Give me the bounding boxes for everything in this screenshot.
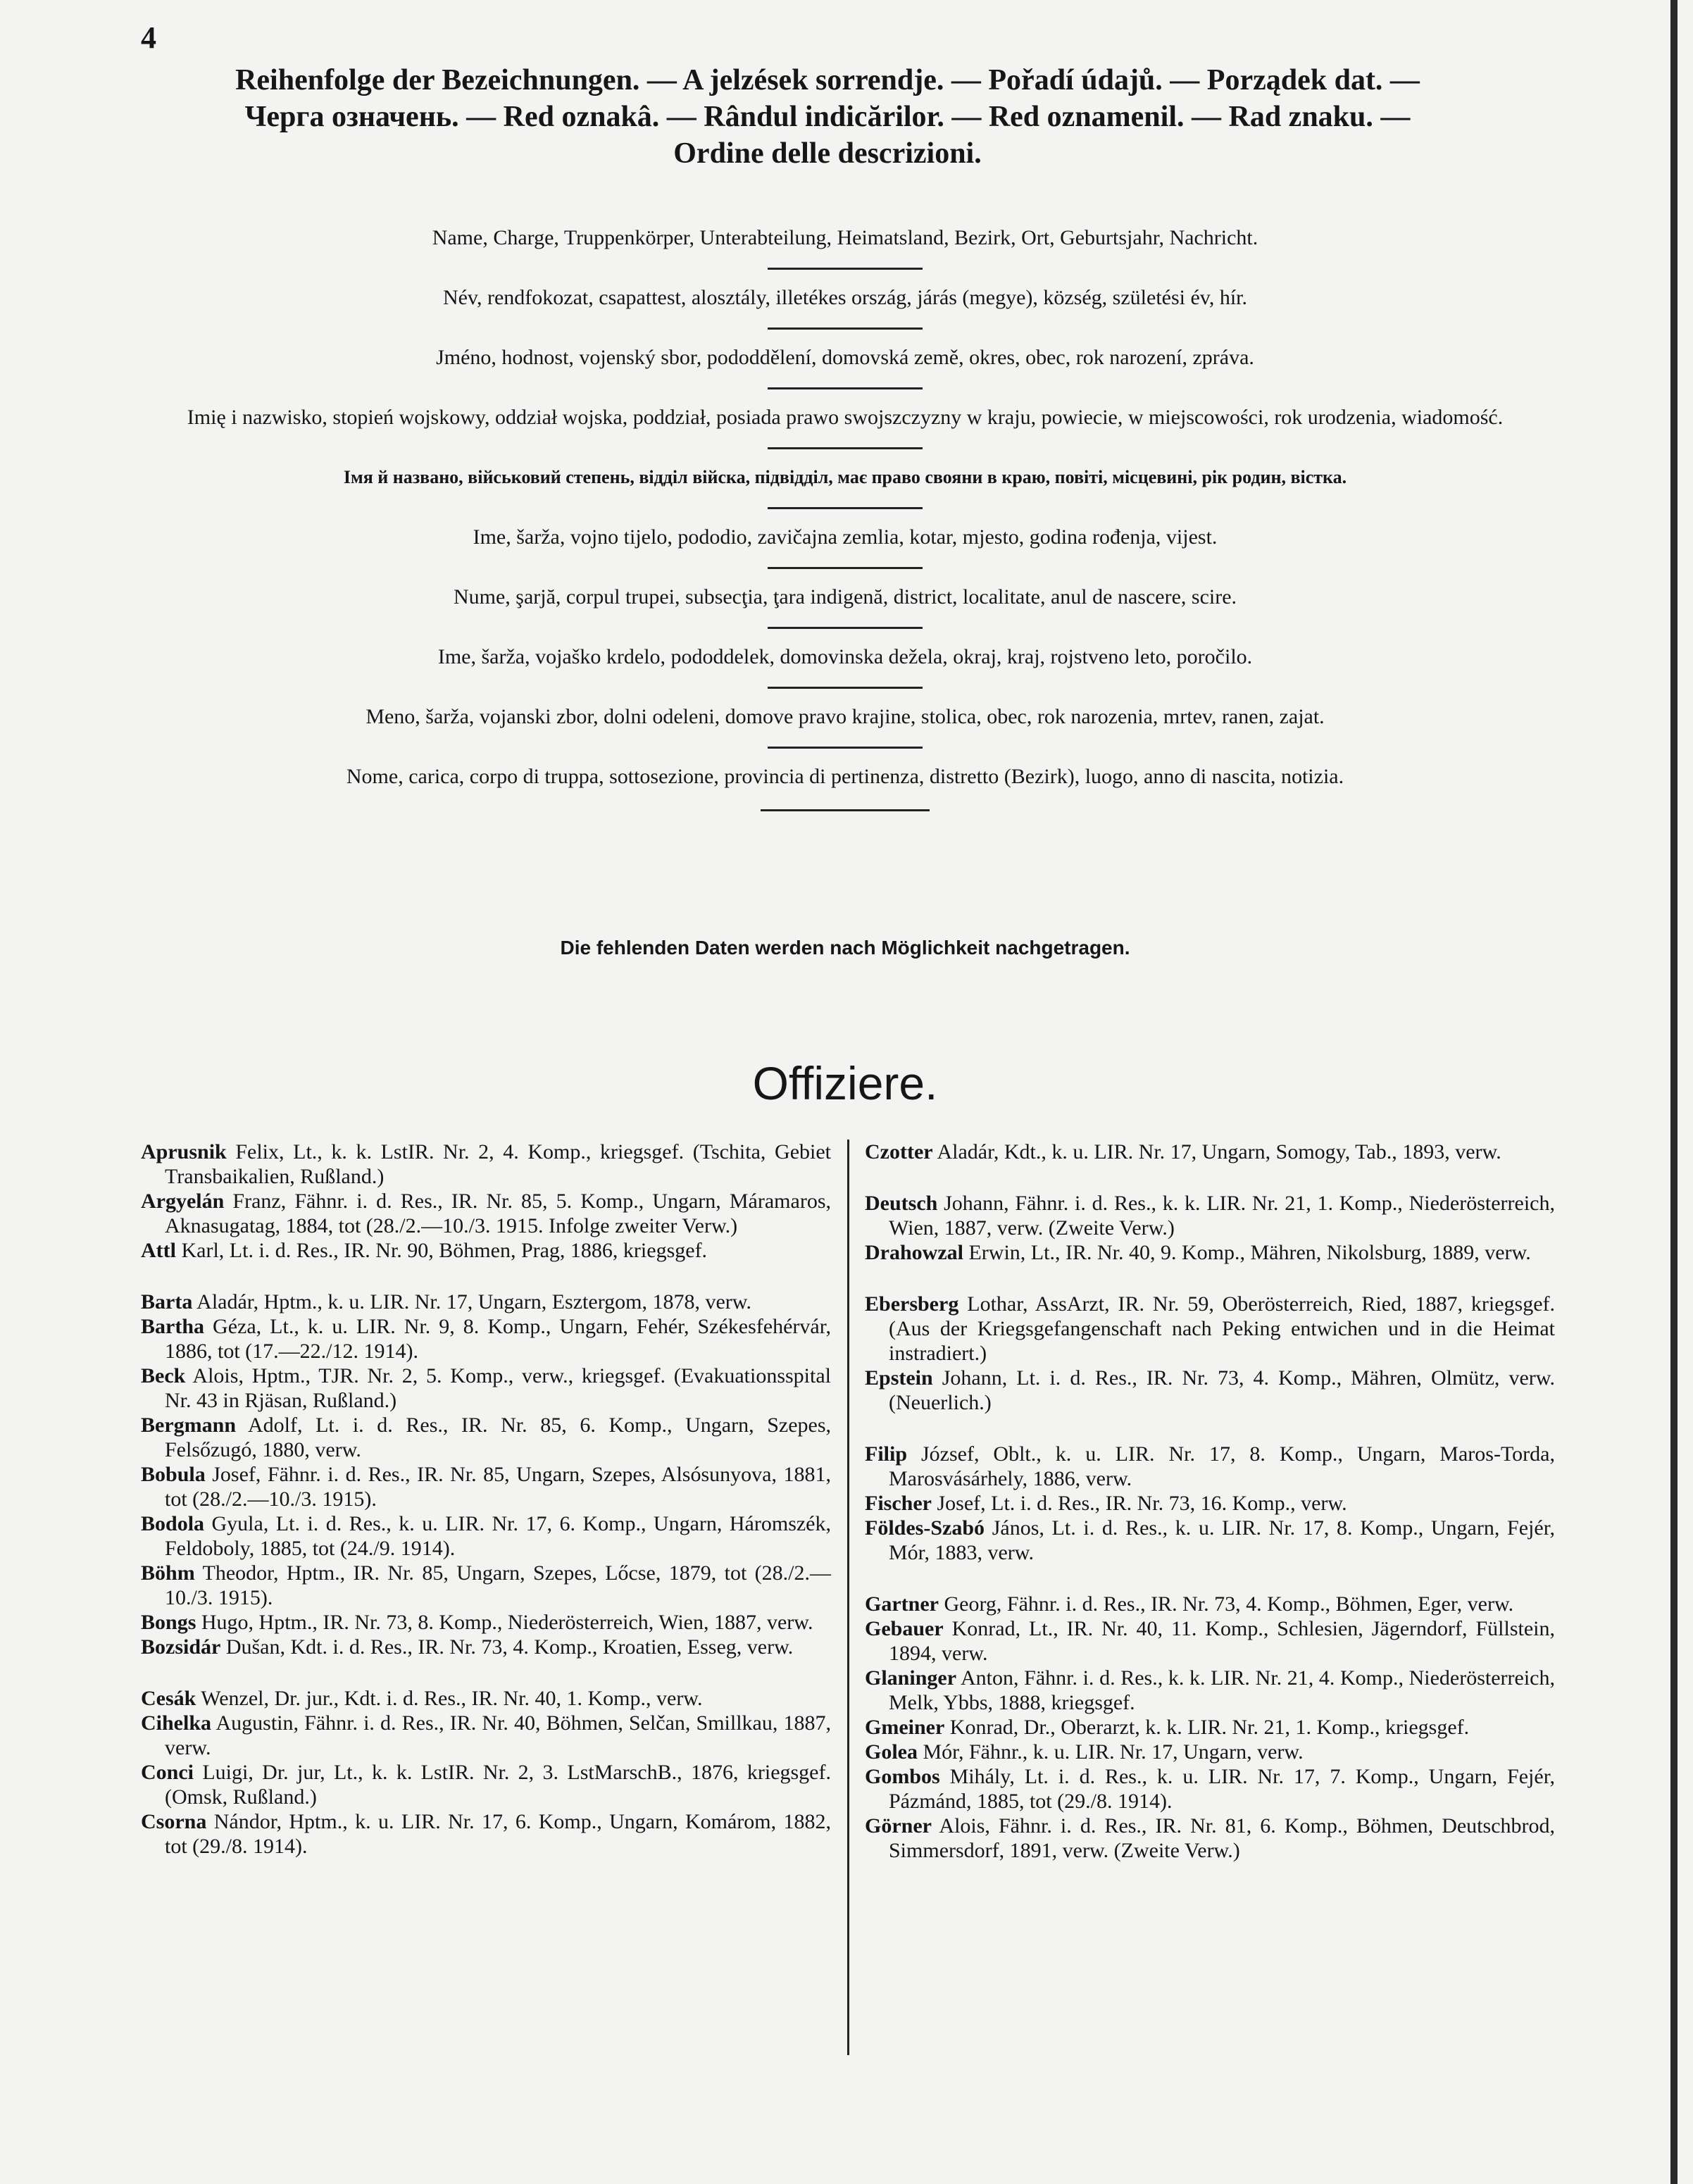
entry-surname: Fischer — [865, 1492, 932, 1515]
entry-surname: Golea — [865, 1740, 918, 1764]
entry-details: Adolf, Lt. i. d. Res., IR. Nr. 85, 6. Komp., Ungarn, Szepes, Felsőzugó, 1880, verw. — [165, 1414, 831, 1461]
separator — [768, 327, 923, 330]
entry-details: Gyula, Lt. i. d. Res., k. u. LIR. Nr. 17, 6. Komp., Ungarn, Háromszék, Feldoboly, 1885, tot (24./9. 1914). — [165, 1512, 831, 1560]
list-entry — [865, 1764, 1555, 1814]
entry-details: Georg, Fähnr. i. d. Res., IR. Nr. 73, 4. Komp., Böhmen, Eger, verw. — [938, 1592, 1514, 1616]
list-entry — [865, 1666, 1555, 1715]
list-entry — [141, 1290, 831, 1314]
desc-czech: Jméno, hodnost, vojenský sbor, pododdělení, domovská země, okres, obec, rok narození, zpráva. — [436, 346, 1254, 369]
entry-surname: Argyelán — [141, 1190, 225, 1213]
desc-croatian: Ime, šarža, vojno tijelo, pododio, zavičajna zemlia, kotar, mjesto, godina rođenja, vijest. — [473, 525, 1218, 549]
entry-surname: Deutsch — [865, 1192, 938, 1215]
entry-surname: Barta — [141, 1290, 193, 1313]
entry-surname: Görner — [865, 1814, 932, 1837]
entry-details: Mihály, Lt. i. d. Res., k. u. LIR. Nr. 17, 7. Komp., Ungarn, Fejér, Pázmánd, 1885, tot (29./8. 1914). — [889, 1765, 1555, 1813]
entry-surname: Attl — [141, 1239, 176, 1262]
page-edge — [1670, 0, 1678, 2184]
list-entry — [865, 1715, 1555, 1740]
list-entry — [141, 1686, 831, 1711]
entry-surname: Epstein — [865, 1366, 933, 1390]
entry-details: Mór, Fähnr., k. u. LIR. Nr. 17, Ungarn, verw. — [918, 1740, 1304, 1764]
entry-surname: Földes-Szabó — [865, 1516, 985, 1540]
entry-surname: Czotter — [865, 1140, 933, 1163]
entry-surname: Bodola — [141, 1512, 205, 1535]
header-line-2: Черга означень. — Red oznakâ. — Rândul indicărilor. — Red oznamenil. — Rad znaku. — — [244, 101, 1411, 133]
list-entry — [141, 1711, 831, 1760]
entry-details: Aladár, Hptm., k. u. LIR. Nr. 17, Ungarn, Esztergom, 1878, verw. — [192, 1290, 751, 1313]
entry-surname: Gombos — [865, 1765, 940, 1788]
missing-data-notice: Die fehlenden Daten werden nach Möglichkeit nachgetragen. — [560, 937, 1130, 959]
separator — [768, 447, 923, 449]
list-entry — [141, 1635, 831, 1659]
entry-surname: Gmeiner — [865, 1716, 945, 1739]
entry-details: Erwin, Lt., IR. Nr. 40, 9. Komp., Mähren, Nikolsburg, 1889, verw. — [963, 1241, 1531, 1264]
entry-surname: Csorna — [141, 1810, 207, 1833]
list-entry — [141, 1238, 831, 1263]
entry-surname: Böhm — [141, 1561, 195, 1585]
entry-details: Dušan, Kdt. i. d. Res., IR. Nr. 73, 4. Komp., Kroatien, Esseg, verw. — [220, 1635, 794, 1659]
entry-details: Johann, Fähnr. i. d. Res., k. k. LIR. Nr. 21, 1. Komp., Niederösterreich, Wien, 1887, verw. (Zweite Verw.) — [889, 1192, 1555, 1240]
header-line-1: Reihenfolge der Bezeichnungen. — A jelzések sorrendje. — Pořadí údajů. — Porządek dat. — — [235, 64, 1420, 96]
entry-details: Johann, Lt. i. d. Res., IR. Nr. 73, 4. Komp., Mähren, Olmütz, verw. (Neuerlich.) — [889, 1366, 1555, 1414]
section-title: Offiziere. — [752, 1057, 938, 1109]
separator — [768, 387, 923, 389]
separator — [768, 747, 923, 749]
desc-ukrainian: Імя й названо, військовий степень, відділ війска, підвідділ, має право свояни в краю, повіті, місцевині, рік родин, вістка. — [343, 467, 1347, 487]
entry-surname: Gartner — [865, 1592, 939, 1616]
list-entry — [141, 1364, 831, 1413]
entry-details: Josef, Fähnr. i. d. Res., IR. Nr. 85, Ungarn, Szepes, Alsósunyova, 1881, tot (28./2.—10./3. 1915). — [165, 1463, 831, 1511]
list-entry — [141, 1760, 831, 1809]
list-entry — [865, 1814, 1555, 1863]
entry-details: János, Lt. i. d. Res., k. u. LIR. Nr. 17, 8. Komp., Ungarn, Fejér, Mór, 1883, verw. — [889, 1516, 1555, 1564]
list-entry — [865, 1491, 1555, 1516]
separator — [761, 809, 930, 811]
entry-details: Wenzel, Dr. jur., Kdt. i. d. Res., IR. Nr. 40, 1. Komp., verw. — [196, 1687, 703, 1710]
desc-slovak: Meno, šarža, vojanski zbor, dolni odeleni, domove pravo krajine, stolica, obec, rok narozenia, mrtev, ranen, zajat. — [366, 705, 1325, 728]
entry-surname: Bartha — [141, 1315, 204, 1338]
separator — [768, 567, 923, 569]
list-entry — [865, 1191, 1555, 1240]
desc-german: Name, Charge, Truppenkörper, Unterabteilung, Heimatsland, Bezirk, Ort, Geburtsjahr, Nachricht. — [432, 226, 1258, 249]
desc-slovenian: Ime, šarža, vojaško krdelo, pododdelek, domovinska dežela, okraj, kraj, rojstveno leto, poročilo. — [437, 645, 1253, 668]
list-entry — [141, 1610, 831, 1635]
list-entry — [141, 1314, 831, 1364]
list-entry — [865, 1442, 1555, 1491]
entry-surname: Aprusnik — [141, 1140, 227, 1163]
entry-details: Aladár, Kdt., k. u. LIR. Nr. 17, Ungarn, Somogy, Tab., 1893, verw. — [932, 1140, 1501, 1163]
entry-details: Franz, Fähnr. i. d. Res., IR. Nr. 85, 5. Komp., Ungarn, Máramaros, Aknasugatag, 1884, tot (28./2.—10./3. 1915. Infolge zweiter Verw.) — [165, 1190, 831, 1237]
list-entry — [865, 1140, 1555, 1164]
entry-details: Alois, Fähnr. i. d. Res., IR. Nr. 81, 6. Komp., Böhmen, Deutschbrod, Simmersdorf, 1891, verw. (Zweite Verw.) — [889, 1814, 1555, 1862]
entry-details: Konrad, Lt., IR. Nr. 40, 11. Komp., Schlesien, Jägerndorf, Füllstein, 1894, verw. — [889, 1617, 1555, 1665]
separator — [768, 507, 923, 509]
column-divider — [847, 1140, 849, 2055]
list-entry — [865, 1516, 1555, 1565]
list-entry — [141, 1462, 831, 1511]
entry-surname: Gebauer — [865, 1617, 944, 1640]
desc-italian: Nome, carica, corpo di truppa, sottosezione, provincia di pertinenza, distretto (Bezirk), luogo, anno di nascita, notizia. — [346, 765, 1344, 788]
list-entry — [865, 1240, 1555, 1265]
entry-surname: Bobula — [141, 1463, 206, 1486]
header-line-3: Ordine delle descrizioni. — [673, 137, 982, 170]
list-entry — [141, 1413, 831, 1462]
entry-details: Josef, Lt. i. d. Res., IR. Nr. 73, 16. Komp., verw. — [931, 1492, 1347, 1515]
entry-details: Alois, Hptm., TJR. Nr. 2, 5. Komp., verw., kriegsgef. (Evakuationsspital Nr. 43 in Rjäsan, Rußland.) — [165, 1364, 831, 1412]
entry-details: Theodor, Hptm., IR. Nr. 85, Ungarn, Szepes, Lőcse, 1879, tot (28./2.—10./3. 1915). — [165, 1561, 831, 1609]
list-entry — [865, 1592, 1555, 1616]
entry-details: Hugo, Hptm., IR. Nr. 73, 8. Komp., Niederösterreich, Wien, 1887, verw. — [196, 1611, 813, 1634]
field-order-descriptions — [106, 224, 1585, 825]
list-entry — [141, 1189, 831, 1238]
list-entry — [865, 1366, 1555, 1415]
entry-surname: Cesák — [141, 1687, 196, 1710]
entry-details: Géza, Lt., k. u. LIR. Nr. 9, 8. Komp., Ungarn, Fehér, Székesfehérvár, 1886, tot (17.—22./12. 1914). — [165, 1315, 831, 1363]
desc-hungarian: Név, rendfokozat, csapattest, alosztály, illetékes ország, járás (megye), község, születési év, hír. — [442, 286, 1248, 309]
list-entry — [865, 1740, 1555, 1764]
left-column — [141, 1140, 831, 1859]
entry-details: Augustin, Fähnr. i. d. Res., IR. Nr. 40, Böhmen, Selčan, Smillkau, 1887, verw. — [165, 1711, 831, 1759]
entry-details: Karl, Lt. i. d. Res., IR. Nr. 90, Böhmen, Prag, 1886, kriegsgef. — [175, 1239, 708, 1262]
right-column — [865, 1140, 1555, 1863]
separator — [768, 627, 923, 629]
desc-polish: Imię i nazwisko, stopień wojskowy, oddział wojska, poddział, posiada prawo swojszczyzny w kraju, powiecie, w miejscowości, rok urodzenia, wiadomość. — [187, 406, 1504, 429]
entry-surname: Bongs — [141, 1611, 196, 1634]
separator — [768, 687, 923, 689]
list-entry — [865, 1616, 1555, 1666]
entry-surname: Filip — [865, 1442, 908, 1466]
entry-details: Nándor, Hptm., k. u. LIR. Nr. 17, 6. Komp., Ungarn, Komárom, 1882, tot (29./8. 1914). — [165, 1810, 831, 1858]
entry-details: József, Oblt., k. u. LIR. Nr. 17, 8. Komp., Ungarn, Maros-Torda, Marosvásárhely, 1886, verw. — [889, 1442, 1555, 1490]
multilingual-header — [106, 62, 1549, 172]
entry-details: Anton, Fähnr. i. d. Res., k. k. LIR. Nr. 21, 4. Komp., Niederösterreich, Melk, Ybbs, 1888, kriegsgef. — [889, 1666, 1555, 1714]
entry-details: Felix, Lt., k. k. LstIR. Nr. 2, 4. Komp., kriegsgef. (Tschita, Gebiet Transbaikalien, Rußland.) — [165, 1140, 831, 1188]
entry-details: Lothar, AssArzt, IR. Nr. 59, Oberösterreich, Ried, 1887, kriegsgef. (Aus der Kriegsgefangenschaft nach Peking entwichen und in die Heimat instradiert.) — [889, 1292, 1555, 1365]
list-entry — [141, 1511, 831, 1561]
entry-details: Luigi, Dr. jur, Lt., k. k. LstIR. Nr. 2, 3. LstMarschB., 1876, kriegsgef. (Omsk, Rußland.) — [165, 1761, 831, 1809]
list-entry — [865, 1292, 1555, 1366]
entry-surname: Conci — [141, 1761, 194, 1784]
entry-surname: Ebersberg — [865, 1292, 959, 1316]
list-entry — [141, 1809, 831, 1859]
entry-surname: Bozsidár — [141, 1635, 221, 1659]
page-number: 4 — [141, 20, 156, 55]
entry-surname: Bergmann — [141, 1414, 236, 1437]
separator — [768, 268, 923, 270]
list-entry — [141, 1140, 831, 1189]
entry-details: Konrad, Dr., Oberarzt, k. k. LIR. Nr. 21, 1. Komp., kriegsgef. — [944, 1716, 1470, 1739]
list-entry — [141, 1561, 831, 1610]
entry-surname: Beck — [141, 1364, 186, 1387]
entry-surname: Cihelka — [141, 1711, 212, 1735]
entry-surname: Glaninger — [865, 1666, 957, 1690]
entry-surname: Drahowzal — [865, 1241, 963, 1264]
desc-romanian: Nume, şarjă, corpul trupei, subsecţia, ţara indigenă, district, localitate, anul de nascere, scire. — [453, 585, 1237, 609]
